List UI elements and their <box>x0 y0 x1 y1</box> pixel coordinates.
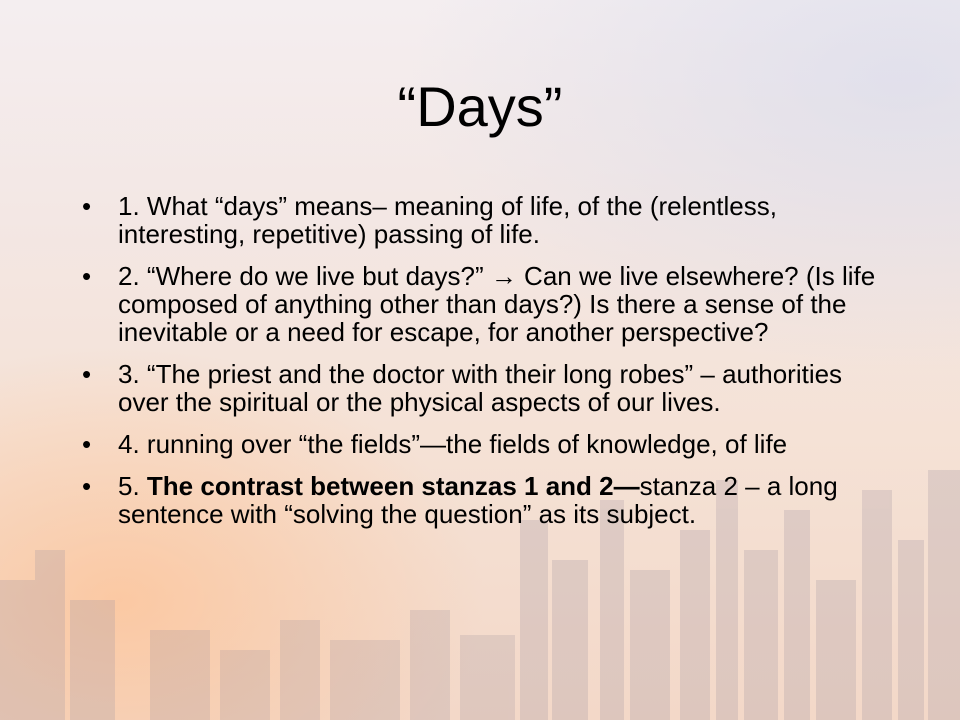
bullet-prefix: 5. <box>118 471 147 501</box>
bullet-item-4 <box>82 430 882 458</box>
bullet-item-3 <box>82 360 882 416</box>
bullet-icon: • <box>82 261 92 291</box>
bullet-icon: • <box>82 471 92 501</box>
bullet-icon: • <box>82 359 92 389</box>
bullet-item-2 <box>82 262 882 346</box>
bullet-text: 4. running over “the fields”—the fields of knowledge, of life <box>118 429 788 459</box>
bullet-bold-text: The contrast between stanzas 1 and 2— <box>146 471 640 501</box>
bullet-rest-text: stanza 2 – a long sentence with “solving the question” as its subject. <box>118 471 838 529</box>
bullet-icon: • <box>82 429 92 459</box>
bullet-list <box>82 192 882 542</box>
bullet-item-1 <box>82 192 882 248</box>
bullet-item-5 <box>82 472 882 528</box>
bullet-text: 2. “Where do we live but days?” → Can we live elsewhere? (Is life composed of anything other than days?) Is there a sense of the inevitable or a need for escape, for another perspective? <box>118 261 876 347</box>
slide-title: “Days” <box>397 75 563 138</box>
bullet-text: 3. “The priest and the doctor with their long robes” – authorities over the spiritual or the physical aspects of our lives. <box>118 359 843 417</box>
bullet-text: 1. What “days” means– meaning of life, of the (relentless, interesting, repetitive) passing of life. <box>118 191 777 249</box>
bullet-icon: • <box>82 191 92 221</box>
